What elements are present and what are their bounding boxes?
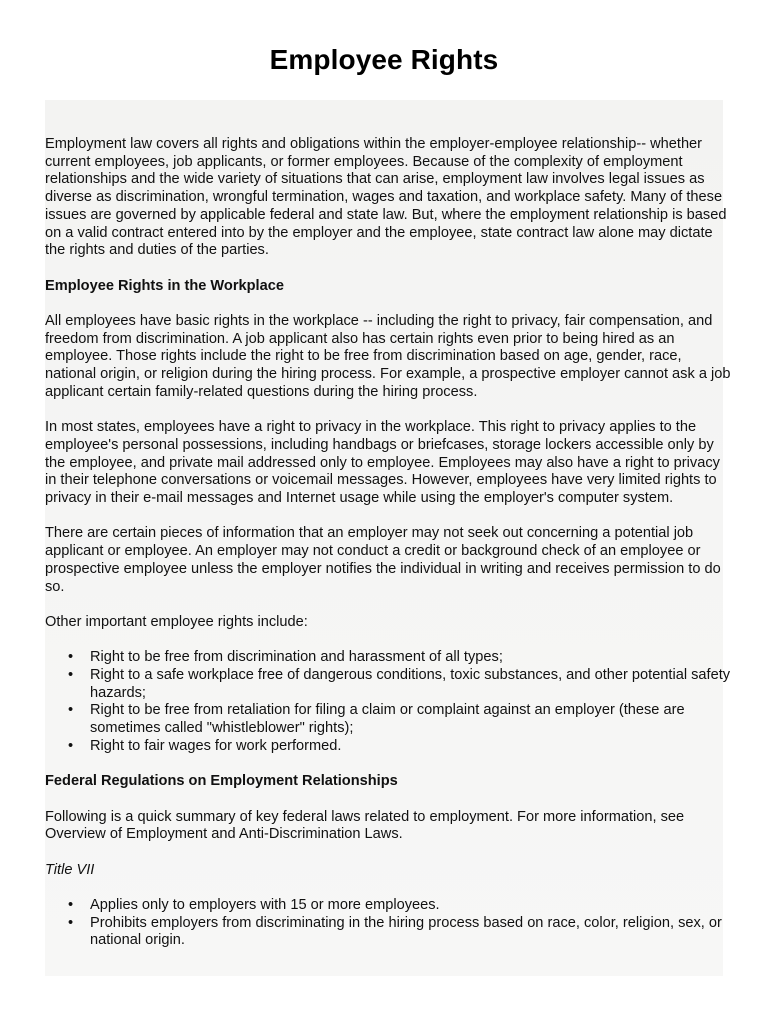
list-item [68,897,735,915]
list-item [68,702,735,737]
list-item [68,649,735,667]
bullet-icon: • [68,667,74,683]
list-item-text: Right to fair wages for work performed. [90,737,342,754]
list-item-text: Right to be free from retaliation for filing a claim or complaint against an employer (these are sometimes called "whistleblower" rights); [90,702,685,737]
document-body [45,136,735,968]
list-item-text: Right to be free from discrimination and harassment of all types; [90,649,503,666]
bullet-icon: • [68,702,74,719]
workplace-rights-paragraph-3: There are certain pieces of information that an employer may not seek out concerning a potential job applicant or employee. An employer may not conduct a credit or background check of an employee or prospective employee unless the employer notifies the individual in writing and receives permission to do so. [45,525,721,595]
section-heading-workplace-rights: Employee Rights in the Workplace [45,277,284,294]
title-vii-subheading: Title VII [45,861,95,878]
list-item-text: Right to a safe workplace free of dangerous conditions, toxic substances, and other potential safety hazards; [90,667,731,701]
bullet-icon: • [68,737,74,754]
bullet-icon: • [68,649,74,666]
list-item [68,737,735,756]
workplace-rights-paragraph-2: In most states, employees have a right to privacy in the workplace. This right to privacy applies to the employee's personal possessions, including handbags or briefcases, storage lockers accessible only by the employee, and private mail addressed only to employee. Employees may also have a right to privacy in their telephone conversations or voicemail messages. However, employees have very limited rights to privacy in their e-mail messages and Internet usage while using the employer's computer system. [45,419,720,507]
workplace-rights-paragraph-4: Other important employee rights include: [45,613,308,630]
bullet-icon: • [68,914,74,931]
title-vii-list [45,897,735,950]
list-item [68,914,735,950]
bullet-icon: • [68,897,74,914]
list-item [68,667,735,702]
page-title: Employee Rights [269,44,499,75]
list-item-text: Applies only to employers with 15 or more employees. [90,897,440,914]
intro-paragraph: Employment law covers all rights and obligations within the employer-employee relationship-- whether current employees, job applicants, or former employees. Because of the complexity of employment relationships and the wide variety of situations that can arise, employment law involves legal issues as diverse as discrimination, wrongful termination, wages and taxation, and workplace safety. Many of these issues are governed by applicable federal and state law. But, where the employment relationship is based on a valid contract entered into by the employer and the employee, state contract law alone may dictate the rights and duties of the parties. [45,136,727,259]
federal-regulations-paragraph: Following is a quick summary of key federal laws related to employment. For more information, see Overview of Employment and Anti-Discrimination Laws. [45,808,685,843]
list-item-text: Prohibits employers from discriminating in the hiring process based on race, color, religion, sex, or national origin. [90,914,722,949]
section-heading-federal-regulations: Federal Regulations on Employment Relationships [45,773,398,790]
employee-rights-list [45,649,735,755]
workplace-rights-paragraph-1: All employees have basic rights in the workplace -- including the right to privacy, fair compensation, and freedom from discrimination. A job applicant also has certain rights even prior to being hired as an employee. Those rights include the right to be free from discrimination based on age, gender, race, national origin, or religion during the hiring process. For example, a prospective employer cannot ask a job applicant certain family-related questions during the hiring process. [45,313,731,400]
